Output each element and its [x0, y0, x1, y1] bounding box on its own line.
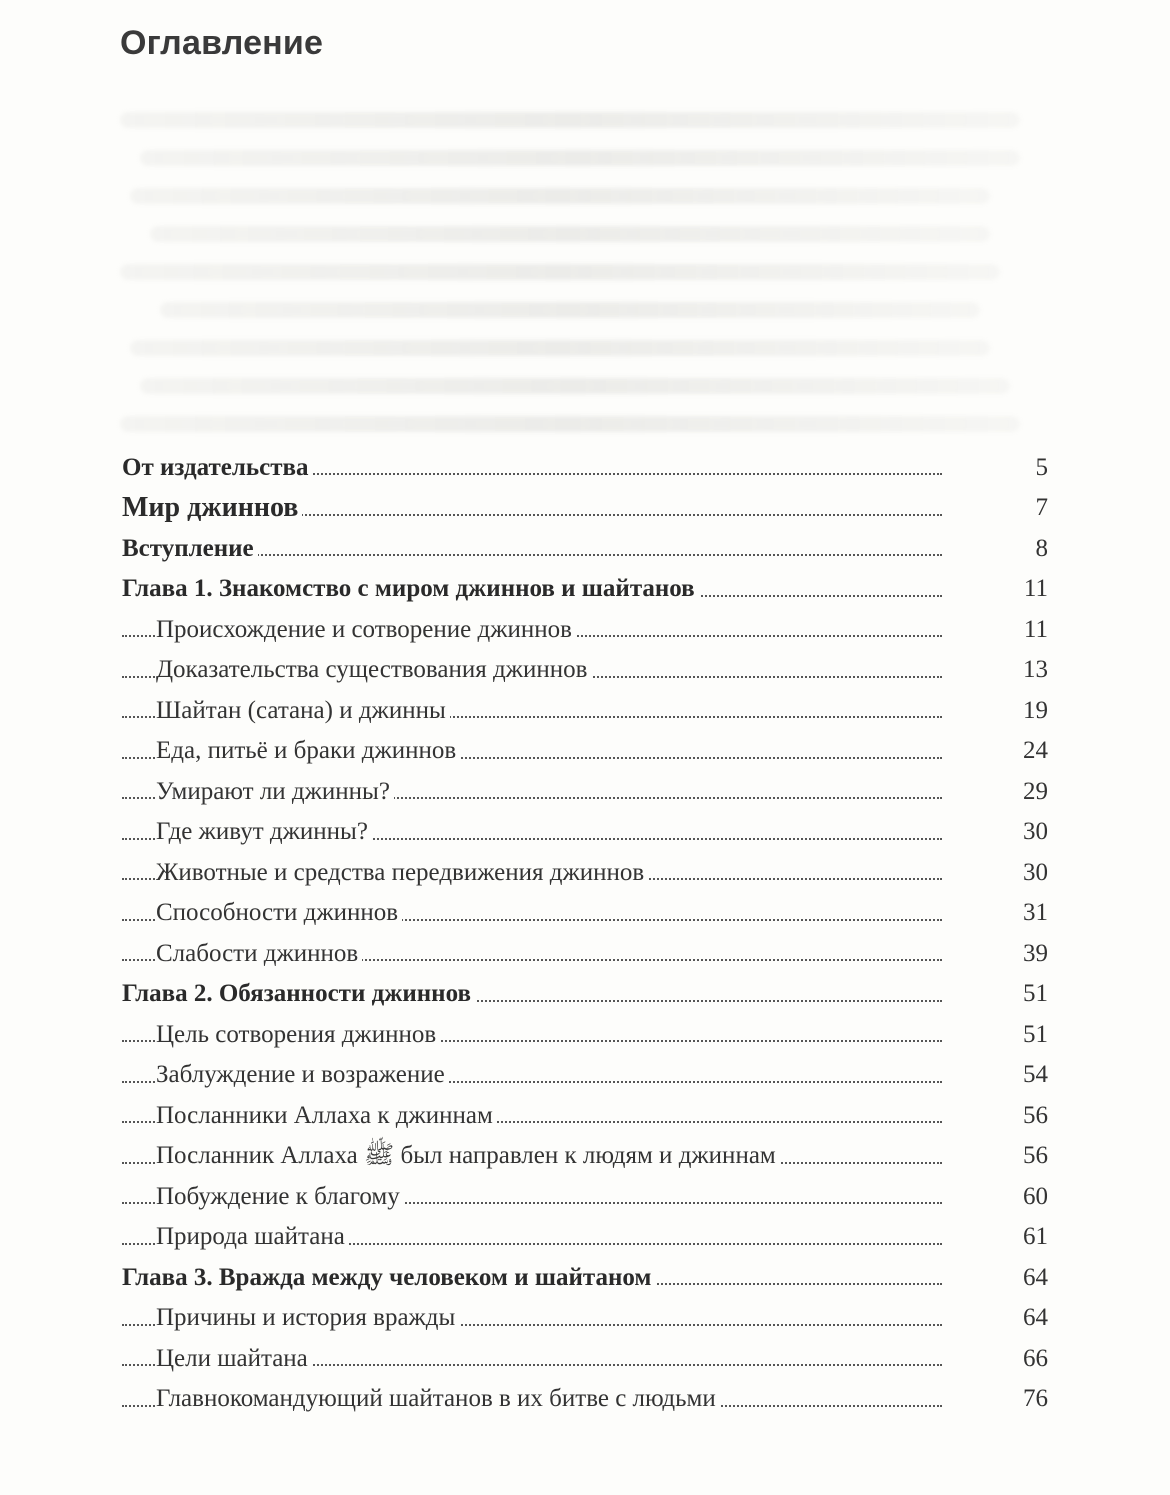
toc-entry-page: 31 [1023, 899, 1048, 927]
toc-entry-page: 8 [1035, 534, 1048, 562]
toc-entry-label: Еда, питьё и браки джиннов [156, 738, 460, 763]
toc-entry[interactable] [0, 731, 1170, 772]
toc-entry-label: Посланники Аллаха к джиннам [156, 1103, 497, 1128]
toc-entry[interactable] [0, 650, 1170, 691]
toc-entry[interactable] [0, 1095, 1170, 1136]
toc-entry-page: 39 [1023, 939, 1048, 967]
toc-entry[interactable] [0, 933, 1170, 974]
toc-entry-label: Главнокомандующий шайтанов в их битве с людьми [156, 1386, 720, 1411]
toc-entry[interactable] [0, 690, 1170, 731]
toc-entry[interactable] [0, 1217, 1170, 1258]
toc-entry[interactable] [0, 1176, 1170, 1217]
toc-entry-page: 7 [1035, 494, 1048, 522]
toc-entry-page: 19 [1023, 696, 1048, 724]
toc-entry-label: Шайтан (сатана) и джинны [156, 698, 450, 723]
toc-entry-page: 54 [1023, 1061, 1048, 1089]
toc-entry-page: 64 [1023, 1263, 1048, 1291]
toc-entry-label: Глава 3. Вражда между человеком и шайтаном [122, 1265, 655, 1290]
page-title: Оглавление [120, 24, 324, 62]
toc-entry-page: 61 [1023, 1223, 1048, 1251]
toc-entry-label: Мир джиннов [122, 494, 302, 522]
toc-entry-label: Побуждение к благому [156, 1184, 404, 1209]
toc-entry-label: Умирают ли джинны? [156, 779, 394, 804]
toc-entry[interactable] [0, 1257, 1170, 1298]
toc-entry-label: Где живут джинны? [156, 819, 372, 844]
toc-entry-page: 24 [1023, 737, 1048, 765]
toc-entry[interactable] [0, 852, 1170, 893]
toc-entry-page: 13 [1023, 656, 1048, 684]
toc-entry[interactable] [0, 1298, 1170, 1339]
toc-entry-label: Посланник Аллаха ﷺ был направлен к людям и джиннам [156, 1143, 780, 1168]
toc-entry-label: Цели шайтана [156, 1346, 312, 1371]
toc-entry-page: 76 [1023, 1385, 1048, 1413]
toc-entry-page: 60 [1023, 1182, 1048, 1210]
toc-entry-page: 56 [1023, 1101, 1048, 1129]
toc-entry[interactable] [0, 771, 1170, 812]
toc-entry-label: От издательства [122, 455, 312, 480]
toc-entry[interactable] [0, 528, 1170, 569]
toc-entry-page: 51 [1023, 980, 1048, 1008]
toc-entry[interactable] [0, 893, 1170, 934]
toc-entry-page: 30 [1023, 818, 1048, 846]
toc-entry[interactable] [0, 974, 1170, 1015]
toc-entry-page: 51 [1023, 1020, 1048, 1048]
toc-entry-page: 66 [1023, 1344, 1048, 1372]
toc-entry-label: Вступление [122, 536, 258, 561]
toc-entry-label: Цель сотворения джиннов [156, 1022, 440, 1047]
table-of-contents [0, 447, 1170, 1419]
toc-entry-page: 56 [1023, 1142, 1048, 1170]
toc-entry-label: Животные и средства передвижения джиннов [156, 860, 648, 885]
toc-entry[interactable] [0, 609, 1170, 650]
toc-entry[interactable] [0, 812, 1170, 853]
toc-entry-label: Доказательства существования джиннов [156, 657, 591, 682]
toc-entry-label: Глава 1. Знакомство с миром джиннов и шайтанов [122, 576, 699, 601]
toc-entry-label: Глава 2. Обязанности джиннов [122, 981, 475, 1006]
toc-entry[interactable] [0, 1136, 1170, 1177]
toc-entry-label: Способности джиннов [156, 900, 402, 925]
toc-entry-label: Причины и история вражды [156, 1305, 459, 1330]
toc-entry[interactable] [0, 447, 1170, 488]
toc-entry[interactable] [0, 1379, 1170, 1420]
toc-entry-label: Заблуждение и возражение [156, 1062, 449, 1087]
toc-entry-page: 11 [1023, 615, 1048, 643]
toc-entry-label: Происхождение и сотворение джиннов [156, 617, 576, 642]
toc-entry-page: 64 [1023, 1304, 1048, 1332]
toc-entry[interactable] [0, 1014, 1170, 1055]
toc-entry[interactable] [0, 1338, 1170, 1379]
bleed-through-text [120, 100, 1050, 450]
toc-entry[interactable] [0, 488, 1170, 529]
toc-entry-page: 5 [1035, 453, 1048, 481]
toc-entry[interactable] [0, 1055, 1170, 1096]
toc-entry-page: 29 [1023, 777, 1048, 805]
toc-entry-page: 30 [1023, 858, 1048, 886]
toc-entry-label: Слабости джиннов [156, 941, 362, 966]
toc-entry-page: 11 [1023, 575, 1048, 603]
toc-entry[interactable] [0, 569, 1170, 610]
toc-entry-label: Природа шайтана [156, 1224, 349, 1249]
